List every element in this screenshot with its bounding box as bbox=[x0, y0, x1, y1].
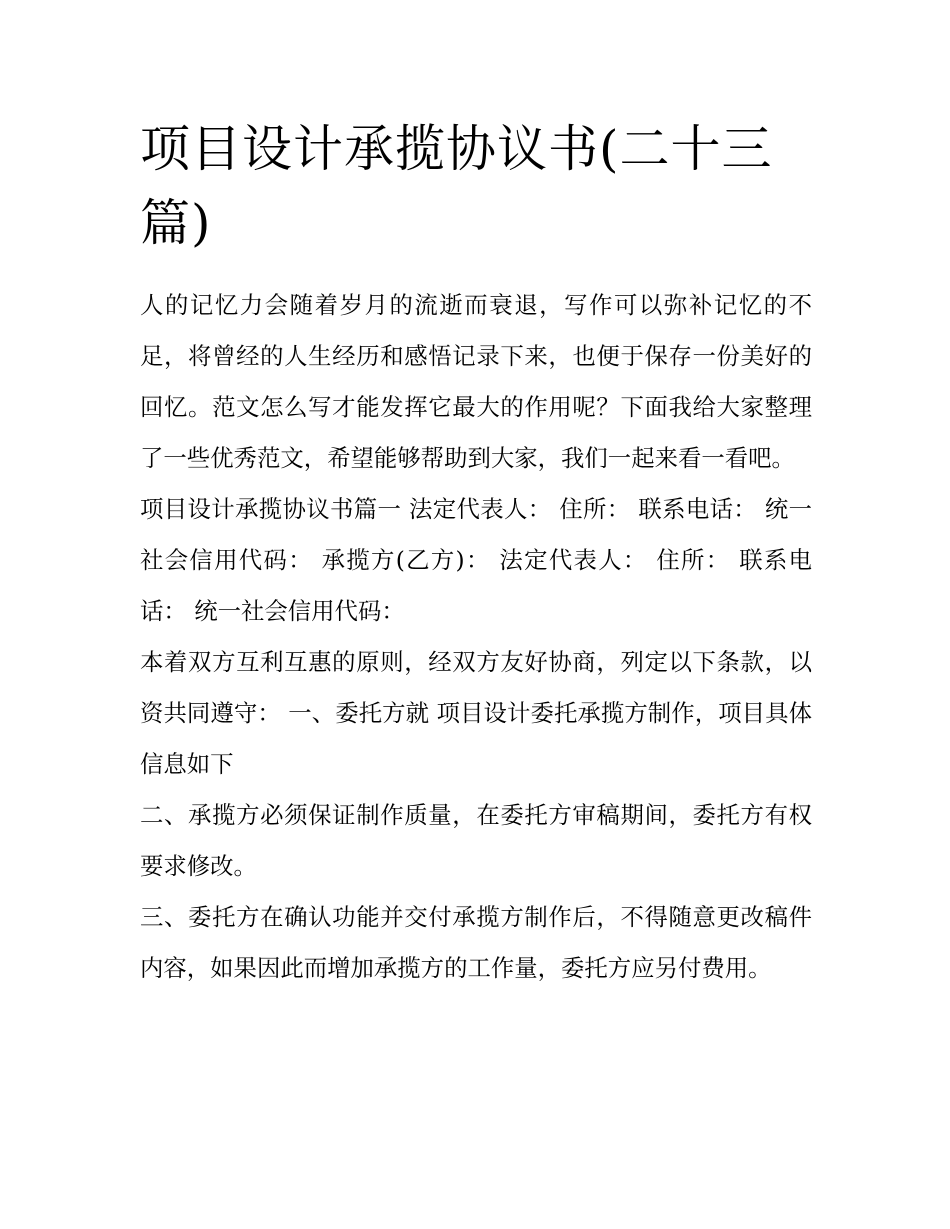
paragraph-clause-2: 二、承揽方必须保证制作质量，在委托方审稿期间，委托方有权要求修改。 bbox=[140, 801, 812, 880]
document-body bbox=[140, 112, 812, 994]
document-title: 项目设计承揽协议书(二十三篇) bbox=[140, 120, 773, 252]
paragraph-principles: 本着双方互利互惠的原则，经双方友好协商，列定以下条款，以资共同遵守： 一、委托方就 项目设计委托承揽方制作，项目具体信息如下 bbox=[140, 648, 812, 778]
paragraph-intro: 人的记忆力会随着岁月的流逝而衰退，写作可以弥补记忆的不足，将曾经的人生经历和感悟记录下来，也便于保存一份美好的回忆。范文怎么写才能发挥它最大的作用呢？下面我给大家整理了一些优秀范文，希望能够帮助到大家，我们一起来看一看吧。 bbox=[140, 291, 812, 472]
paragraph-parties: 项目设计承揽协议书篇一 法定代表人： 住所： 联系电话： 统一社会信用代码： 承揽方(乙方)： 法定代表人： 住所： 联系电话： 统一社会信用代码： bbox=[140, 495, 812, 625]
paragraph-clause-3: 三、委托方在确认功能并交付承揽方制作后，不得随意更改稿件内容，如果因此而增加承揽方的工作量，委托方应另付费用。 bbox=[140, 903, 812, 982]
